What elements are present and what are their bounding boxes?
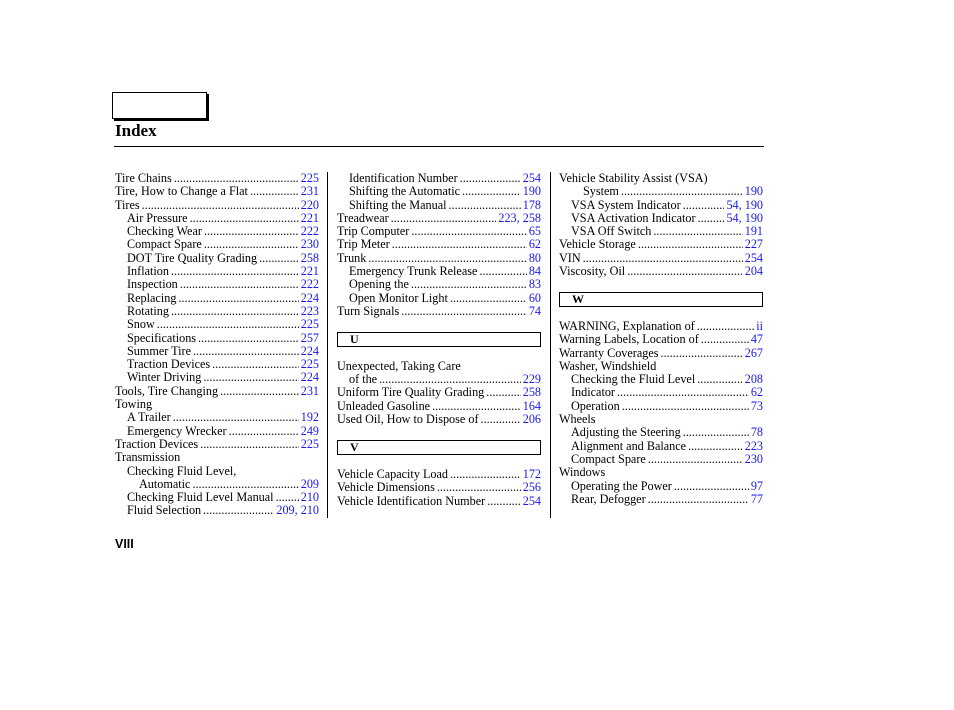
page-link[interactable]: 223 (300, 304, 319, 318)
entry-label: Compact Spare (571, 452, 646, 466)
dot-leader (621, 185, 743, 198)
page-number: VIII (115, 537, 134, 551)
entry-label: Viscosity, Oil (559, 265, 626, 279)
page-link[interactable]: 80 (528, 251, 541, 265)
dot-leader (401, 305, 527, 318)
spacer (337, 455, 541, 468)
index-entry (337, 199, 541, 212)
entry-label: VSA Off Switch (571, 225, 652, 239)
entry-label: Traction Devices (127, 358, 211, 372)
entry-label: Indicator (571, 386, 615, 400)
page-link[interactable]: 73 (750, 399, 763, 413)
entry-label: Operation (571, 399, 620, 413)
index-entry (115, 238, 319, 251)
spacer (559, 278, 763, 291)
column-divider (550, 172, 551, 518)
index-entry (115, 478, 319, 491)
page-link[interactable]: 47 (750, 333, 763, 347)
index-entry (559, 265, 763, 278)
entry-label: Windows (559, 466, 606, 480)
dot-leader (171, 305, 299, 318)
index-entry (115, 504, 319, 517)
entry-label: Compact Spare (127, 238, 202, 252)
entry-label: Vehicle Storage (559, 238, 636, 252)
dot-leader (204, 238, 299, 251)
index-entry (559, 466, 763, 479)
index-entry (337, 468, 541, 481)
entry-label: Wheels (559, 413, 596, 427)
index-entry (559, 480, 763, 493)
entry-label: Tires (115, 198, 140, 212)
page-link[interactable]: 223 (744, 439, 763, 453)
entry-label: WARNING, Explanation of (559, 319, 695, 333)
dot-leader (450, 468, 521, 481)
index-entry (115, 438, 319, 451)
entry-label: Shifting the Manual (349, 198, 447, 212)
page-link[interactable]: 78 (750, 426, 763, 440)
dot-leader (392, 238, 527, 251)
entry-label: Rear, Defogger (571, 492, 646, 506)
index-entry (337, 292, 541, 305)
page-link[interactable]: 224 (300, 344, 319, 358)
entry-label: Winter Driving (127, 371, 202, 385)
index-entry (337, 252, 541, 265)
page-link[interactable]: 178 (522, 198, 541, 212)
page-link[interactable]: 204 (744, 265, 763, 279)
index-column-2 (337, 172, 541, 508)
entry-label: Opening the (349, 278, 409, 292)
index-entry (559, 172, 763, 185)
dot-leader (653, 225, 742, 238)
page-link[interactable]: 227 (744, 238, 763, 252)
entry-label: Tire, How to Change a Flat (115, 185, 248, 199)
dot-leader (486, 386, 520, 399)
index-entry (337, 265, 541, 278)
index-entry (115, 292, 319, 305)
index-entry (337, 185, 541, 198)
index-entry (115, 371, 319, 384)
dot-leader (203, 371, 298, 384)
page-link[interactable]: 230 (300, 238, 319, 252)
index-entry (115, 398, 319, 411)
page-link[interactable]: 84 (528, 265, 541, 279)
dot-leader (391, 212, 497, 225)
dot-leader (411, 225, 526, 238)
index-column-3 (559, 172, 763, 506)
dot-leader (411, 278, 527, 291)
index-entry (337, 386, 541, 399)
entry-label: Inspection (127, 278, 178, 292)
page-link[interactable]: 209, 210 (276, 504, 319, 518)
index-entry (115, 265, 319, 278)
index-entry (337, 413, 541, 426)
page-link[interactable]: 267 (744, 346, 763, 360)
dot-leader (638, 238, 743, 251)
index-entry (115, 385, 319, 398)
dot-leader (171, 265, 299, 278)
index-entry (115, 185, 319, 198)
index-entry (337, 400, 541, 413)
page-link[interactable]: 257 (300, 331, 319, 345)
entry-label: System (583, 185, 619, 199)
entry-label: Uniform Tire Quality Grading (337, 386, 485, 400)
index-entry (559, 413, 763, 426)
entry-label: Turn Signals (337, 304, 400, 318)
index-entry (115, 411, 319, 424)
page-link[interactable]: 172 (522, 467, 541, 481)
page-link[interactable]: 62 (750, 386, 763, 400)
index-entry (115, 278, 319, 291)
entry-label: Tire Chains (115, 172, 172, 185)
index-entry (559, 373, 763, 386)
index-tab-box (112, 92, 207, 119)
page-link[interactable]: 62 (528, 238, 541, 252)
dot-leader (661, 347, 743, 360)
page-link[interactable]: 192 (300, 411, 319, 425)
entry-label: Transmission (115, 451, 181, 465)
index-entry (115, 225, 319, 238)
page-link[interactable]: 225 (300, 318, 319, 332)
entry-label: Emergency Trunk Release (349, 265, 478, 279)
entry-label: VIN (559, 251, 581, 265)
page-link[interactable]: 60 (528, 291, 541, 305)
index-entry (337, 360, 541, 373)
entry-label: Vehicle Dimensions (337, 481, 435, 495)
index-entry (559, 238, 763, 251)
page-link[interactable]: 254 (522, 172, 541, 185)
index-entry (559, 493, 763, 506)
entry-label: Shifting the Automatic (349, 185, 461, 199)
index-entry (559, 320, 763, 333)
entry-label: Summer Tire (127, 344, 191, 358)
page-link[interactable]: 191 (744, 225, 763, 239)
dot-leader (229, 425, 299, 438)
index-entry (559, 440, 763, 453)
entry-label: Washer, Windshield (559, 359, 657, 373)
entry-label: Specifications (127, 331, 197, 345)
index-entry (115, 305, 319, 318)
entry-label: Rotating (127, 304, 169, 318)
entry-label: Treadwear (337, 211, 389, 225)
index-entry (115, 451, 319, 464)
page-link[interactable]: 258 (522, 386, 541, 400)
dot-leader (648, 493, 749, 506)
entry-label: Checking Fluid Level Manual (127, 491, 274, 505)
entry-label: Warranty Coverages (559, 346, 659, 360)
entry-label: Towing (115, 398, 153, 412)
page-link[interactable]: 258 (300, 251, 319, 265)
page-link[interactable]: 221 (300, 211, 319, 225)
dot-leader (203, 504, 274, 517)
page-link[interactable]: 231 (300, 384, 319, 398)
dot-leader (178, 292, 298, 305)
dot-leader (276, 491, 299, 504)
dot-leader (701, 333, 749, 346)
index-entry (115, 491, 319, 504)
title-divider (114, 146, 764, 147)
dot-leader (174, 172, 299, 185)
dot-leader (460, 172, 521, 185)
dot-leader (462, 185, 521, 198)
index-entry (115, 172, 319, 185)
dot-leader (648, 453, 743, 466)
page-link[interactable]: ii (756, 319, 763, 333)
dot-leader (622, 400, 749, 413)
dot-leader (487, 495, 520, 508)
dot-leader (212, 358, 299, 371)
dot-leader (190, 212, 299, 225)
entry-label: Adjusting the Steering (571, 426, 681, 440)
page-link[interactable]: 210 (300, 491, 319, 505)
entry-label: Trip Computer (337, 225, 410, 239)
dot-leader (193, 345, 299, 358)
page-title: Index (115, 121, 157, 140)
page-link[interactable]: 54, 190 (726, 198, 763, 212)
entry-label: VSA Activation Indicator (571, 211, 696, 225)
entry-label: Alignment and Balance (571, 439, 687, 453)
index-entry (115, 199, 319, 212)
page-link[interactable]: 97 (750, 479, 763, 493)
index-entry (337, 278, 541, 291)
entry-label: Snow (127, 318, 155, 332)
index-entry (337, 305, 541, 318)
dot-leader (259, 252, 299, 265)
section-header: W (559, 292, 763, 307)
index-entry (115, 212, 319, 225)
index-entry (559, 225, 763, 238)
spacer (559, 307, 763, 320)
page-link[interactable]: 221 (300, 265, 319, 279)
dot-leader (698, 212, 725, 225)
dot-leader (204, 225, 299, 238)
dot-leader (583, 252, 743, 265)
dot-leader (450, 292, 527, 305)
page-link[interactable]: 224 (300, 291, 319, 305)
page-link[interactable]: 220 (300, 198, 319, 212)
page-link[interactable]: 230 (744, 452, 763, 466)
index-entry (115, 358, 319, 371)
entry-label: Unleaded Gasoline (337, 399, 431, 413)
entry-label: Emergency Wrecker (127, 424, 227, 438)
index-entry (559, 453, 763, 466)
page-link[interactable]: 254 (744, 251, 763, 265)
column-divider (327, 172, 328, 518)
dot-leader (683, 199, 725, 212)
index-entry (337, 238, 541, 251)
entry-label: Unexpected, Taking Care (337, 359, 461, 373)
index-entry (337, 212, 541, 225)
index-entry (337, 481, 541, 494)
entry-label: Trip Meter (337, 238, 390, 252)
index-entry (559, 347, 763, 360)
section-header: V (337, 440, 541, 455)
entry-label: Vehicle Stability Assist (VSA) (559, 172, 708, 185)
page-link[interactable]: 254 (522, 494, 541, 508)
page-link[interactable]: 206 (522, 413, 541, 427)
dot-leader (697, 373, 742, 386)
page-link[interactable]: 231 (300, 185, 319, 199)
page-link[interactable]: 83 (528, 278, 541, 292)
dot-leader (688, 440, 743, 453)
page-link[interactable]: 222 (300, 278, 319, 292)
entry-label: Checking Wear (127, 225, 202, 239)
entry-label: Vehicle Capacity Load (337, 467, 448, 481)
entry-label: VSA System Indicator (571, 198, 681, 212)
page-link[interactable]: 222 (300, 225, 319, 239)
dot-leader (220, 385, 299, 398)
dot-leader (192, 478, 298, 491)
entry-label: Traction Devices (115, 437, 199, 451)
entry-label: Fluid Selection (127, 504, 202, 518)
index-entry (559, 199, 763, 212)
page-link[interactable]: 225 (300, 358, 319, 372)
index-entry (559, 426, 763, 439)
page-link[interactable]: 229 (522, 373, 541, 387)
entry-label: Checking Fluid Level, (127, 464, 237, 478)
index-entry (559, 360, 763, 373)
page-link[interactable]: 164 (522, 399, 541, 413)
page-link[interactable]: 190 (522, 185, 541, 199)
index-entry (115, 465, 319, 478)
page-link[interactable]: 65 (528, 225, 541, 239)
entry-label: Trunk (337, 251, 367, 265)
index-entry (115, 345, 319, 358)
entry-label: Identification Number (349, 172, 458, 185)
spacer (337, 318, 541, 331)
page-link[interactable]: 223, 258 (498, 211, 541, 225)
entry-label: Checking the Fluid Level (571, 373, 696, 387)
dot-leader (437, 481, 521, 494)
dot-leader (200, 438, 299, 451)
dot-leader (479, 265, 526, 278)
dot-leader (173, 411, 299, 424)
entry-label: A Trailer (127, 411, 171, 425)
entry-label: Tools, Tire Changing (115, 384, 219, 398)
index-entry (559, 333, 763, 346)
entry-label: Replacing (127, 291, 177, 305)
page-link[interactable]: 256 (522, 481, 541, 495)
dot-leader (617, 386, 749, 399)
dot-leader (180, 278, 299, 291)
entry-label: Vehicle Identification Number (337, 494, 486, 508)
entry-label: Operating the Power (571, 479, 672, 493)
dot-leader (142, 199, 299, 212)
index-column-1 (115, 172, 319, 518)
entry-label: Used Oil, How to Dispose of (337, 413, 479, 427)
index-entry (337, 373, 541, 386)
spacer (337, 426, 541, 439)
index-entry (337, 495, 541, 508)
page-link[interactable]: 225 (300, 437, 319, 451)
entry-label: Automatic (139, 477, 191, 491)
index-entry (337, 225, 541, 238)
index-entry (115, 425, 319, 438)
section-header: U (337, 332, 541, 347)
page-link[interactable]: 209 (300, 477, 319, 491)
index-entry (559, 185, 763, 198)
dot-leader (674, 480, 749, 493)
entry-label: DOT Tire Quality Grading (127, 251, 258, 265)
entry-label: Inflation (127, 265, 169, 279)
page-link[interactable]: 74 (528, 304, 541, 318)
spacer (337, 347, 541, 360)
entry-label: Warning Labels, Location of (559, 333, 699, 347)
page-link[interactable]: 54, 190 (726, 211, 763, 225)
entry-label: Open Monitor Light (349, 291, 448, 305)
page-link[interactable]: 208 (744, 373, 763, 387)
dot-leader (198, 332, 299, 345)
index-entry (115, 318, 319, 331)
page-link[interactable]: 249 (300, 424, 319, 438)
dot-leader (157, 318, 299, 331)
index-entry (115, 332, 319, 345)
dot-leader (250, 185, 299, 198)
index-entry (337, 172, 541, 185)
dot-leader (697, 320, 754, 333)
entry-label: of the (349, 373, 378, 387)
dot-leader (449, 199, 521, 212)
page-link[interactable]: 77 (750, 492, 763, 506)
index-entry (559, 212, 763, 225)
dot-leader (627, 265, 743, 278)
dot-leader (379, 373, 521, 386)
page-link[interactable]: 225 (300, 172, 319, 185)
index-entry (559, 252, 763, 265)
entry-label: Air Pressure (127, 211, 188, 225)
page-link[interactable]: 224 (300, 371, 319, 385)
dot-leader (368, 252, 526, 265)
page-link[interactable]: 190 (744, 185, 763, 199)
index-entry (559, 400, 763, 413)
dot-leader (683, 426, 749, 439)
dot-leader (432, 400, 521, 413)
index-entry (115, 252, 319, 265)
dot-leader (481, 413, 521, 426)
index-entry (559, 386, 763, 399)
